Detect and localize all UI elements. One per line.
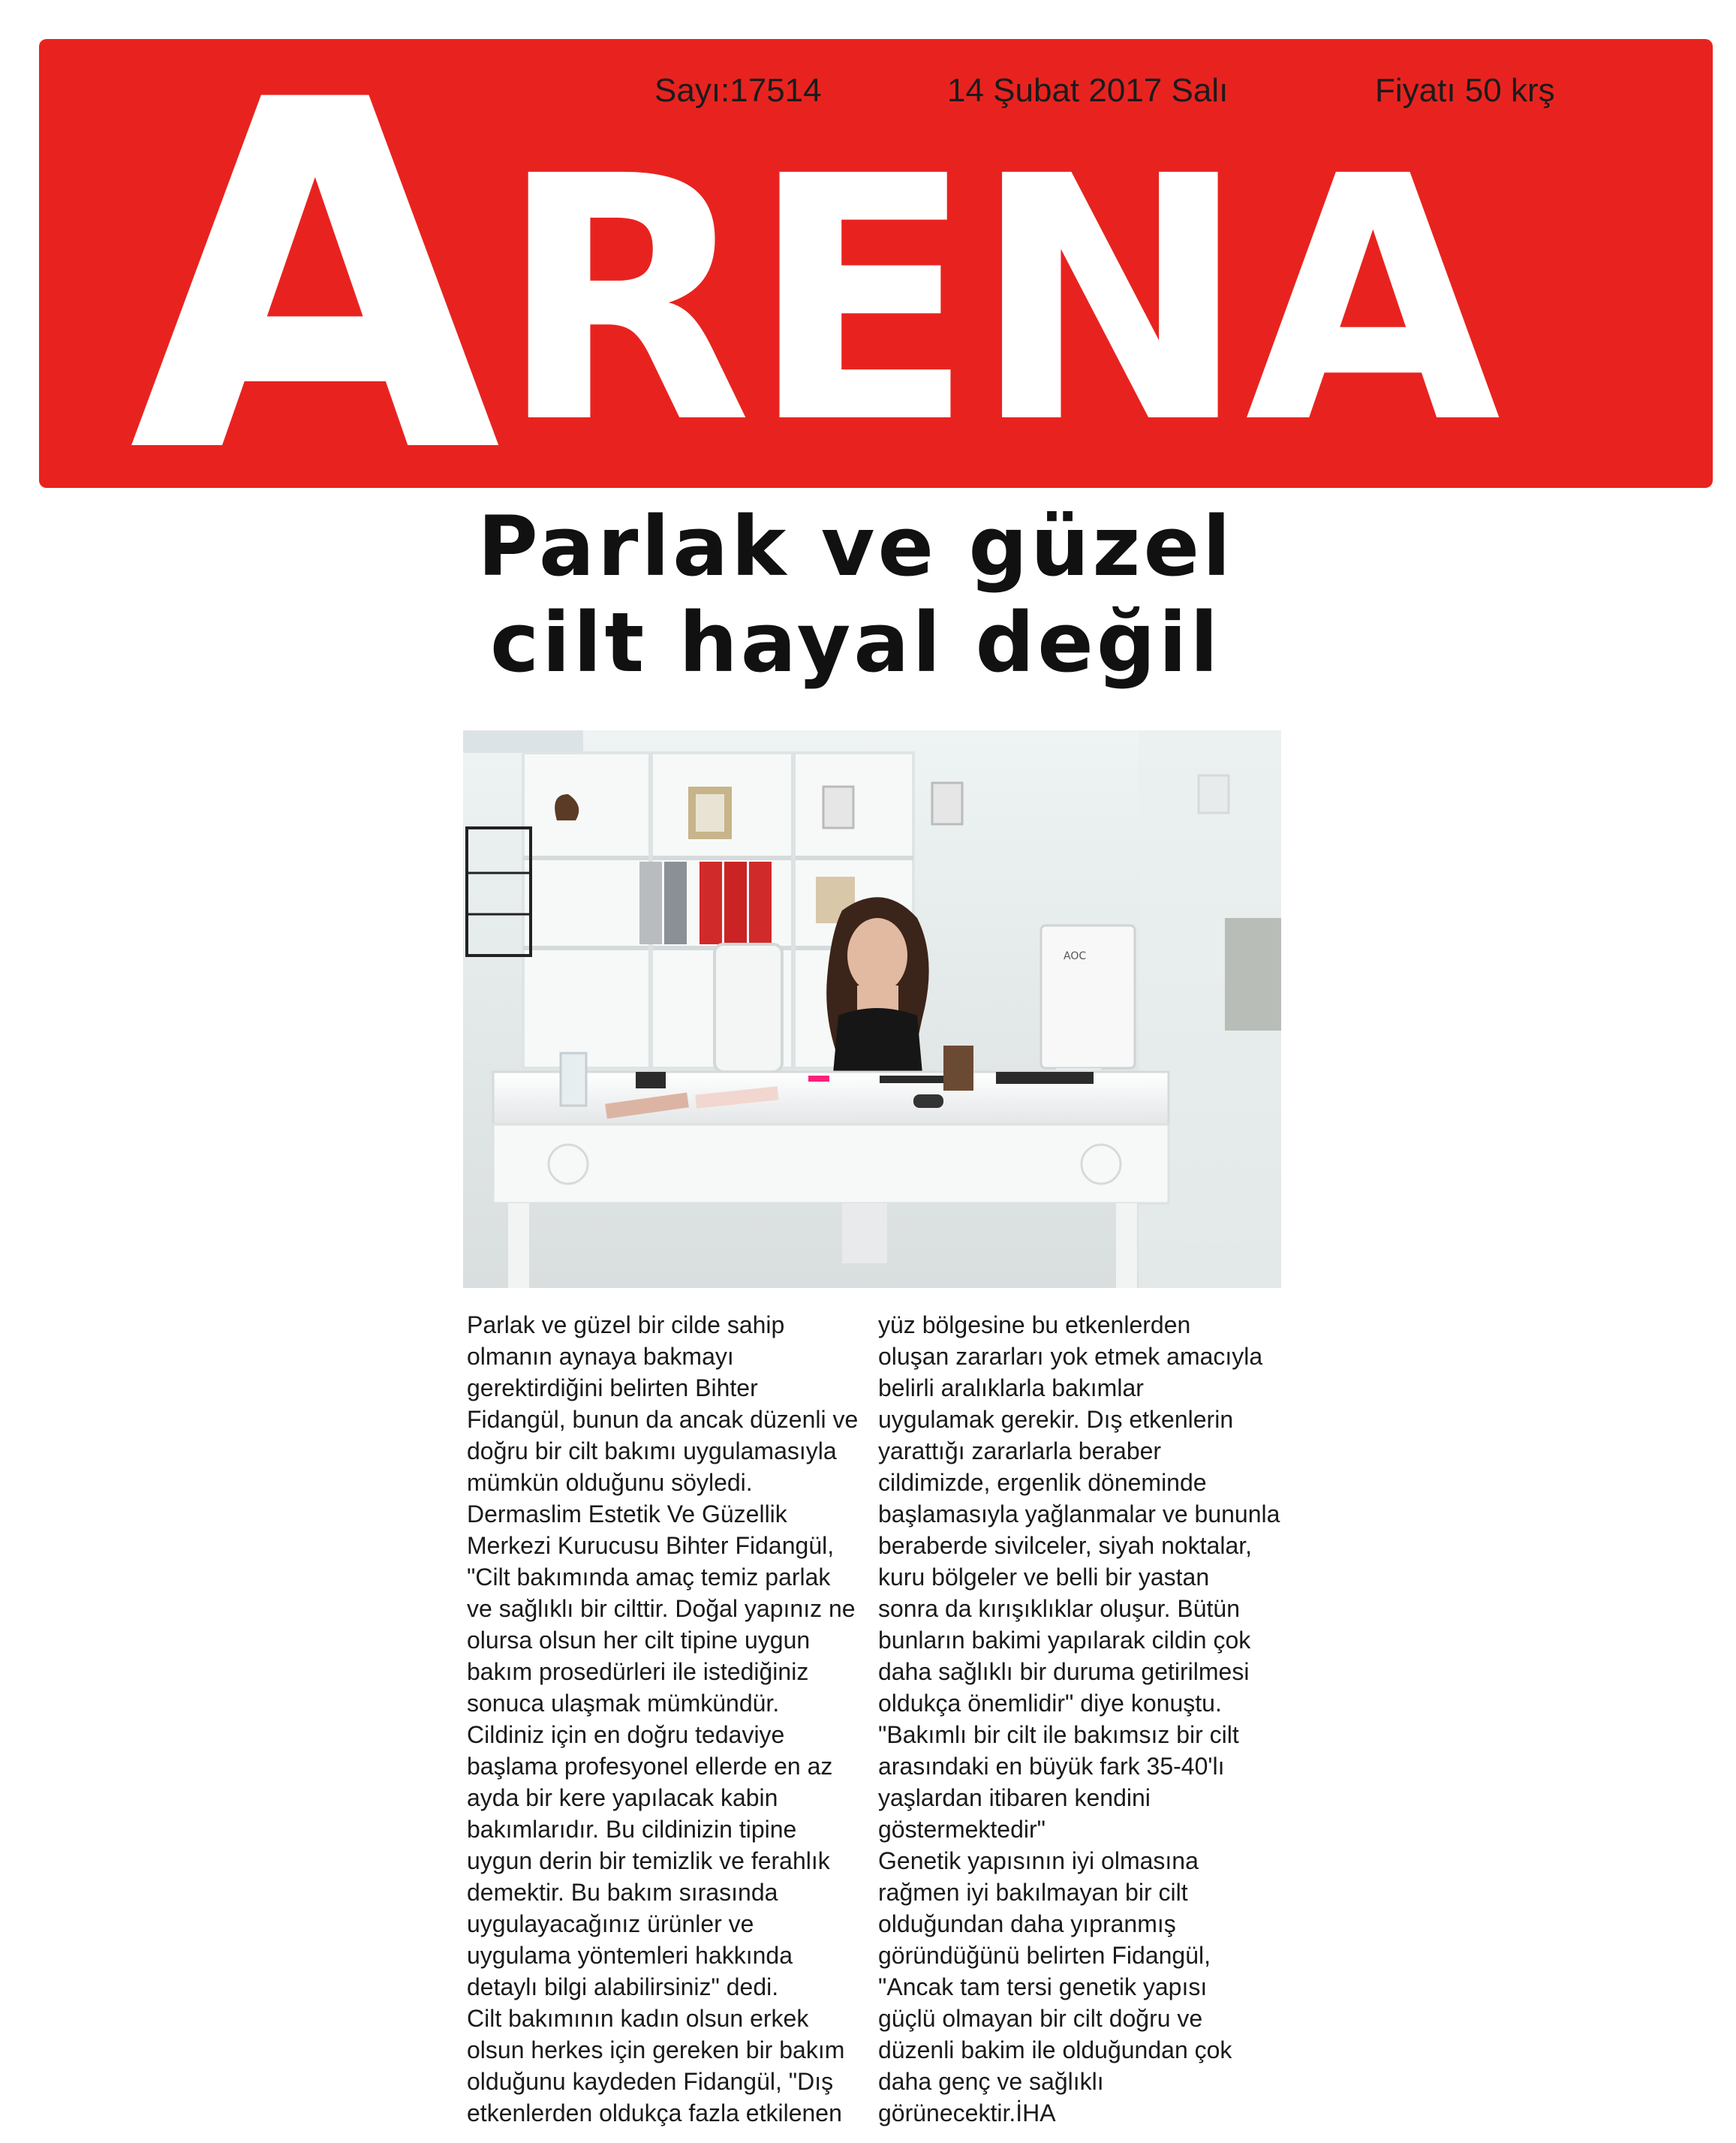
article-line: ve sağlıklı bir cilttir. Doğal yapınız ne — [467, 1595, 856, 1622]
article-line: bakımlarıdır. Bu cildinizin tipine — [467, 1816, 797, 1843]
article-line: Parlak ve güzel bir cilde sahip — [467, 1311, 785, 1338]
article-line: düzenli bakim ile olduğundan çok — [878, 2036, 1232, 2063]
article-photo — [463, 730, 1281, 1288]
article-line: doğru bir cilt bakımı uygulamasıyla — [467, 1437, 837, 1464]
article-line: uygulama yöntemleri hakkında — [467, 1942, 793, 1969]
article-line: oluşan zararları yok etmek amacıyla — [878, 1343, 1263, 1370]
article-line: gerektirdiğini belirten Bihter — [467, 1374, 758, 1401]
article-line: cildimizde, ergenlik döneminde — [878, 1469, 1207, 1496]
article-line: yaşlardan itibaren kendini — [878, 1784, 1151, 1811]
article-line: "Cilt bakımında amaç temiz parlak — [467, 1564, 831, 1591]
article-line: ayda bir kere yapılacak kabin — [467, 1784, 778, 1811]
article-line: sonuca ulaşmak mümkündür. — [467, 1690, 780, 1717]
article-line: bunların bakimi yapılarak cildin çok — [878, 1627, 1251, 1654]
article-line: rağmen iyi bakılmayan bir cilt — [878, 1879, 1188, 1906]
logo-initial: A — [129, 39, 498, 488]
article-line: olmanın aynaya bakmayı — [467, 1343, 734, 1370]
article-line: olursa olsun her cilt tipine uygun — [467, 1627, 811, 1654]
article-line: mümkün olduğunu söyledi. — [467, 1469, 753, 1496]
office-photo-illustration — [463, 730, 1281, 1288]
article-line: bakım prosedürleri ile istediğiniz — [467, 1658, 809, 1685]
article-line: yarattığı zararlarla beraber — [878, 1437, 1162, 1464]
article-line: arasındaki en büyük fark 35-40'lı — [878, 1753, 1225, 1780]
article-line: daha sağlıklı bir duruma getirilmesi — [878, 1658, 1250, 1685]
article-line: görünecektir.İHA — [878, 2099, 1056, 2126]
article-line: beraberde sivilceler, siyah noktalar, — [878, 1532, 1253, 1559]
article-line: belirli aralıklarla bakımlar — [878, 1374, 1144, 1401]
masthead — [39, 39, 1713, 488]
article-line: başlama profesyonel ellerde en az — [467, 1753, 833, 1780]
article-line: daha genç ve sağlıklı — [878, 2068, 1104, 2095]
article-line: olsun herkes için gereken bir bakım — [467, 2036, 845, 2063]
article-line: güçlü olmayan bir cilt doğru ve — [878, 2005, 1203, 2032]
article-line: başlamasıyla yağlanmalar ve bununla — [878, 1500, 1280, 1527]
article-headline — [405, 498, 1306, 691]
article-line: oldukça önemlidir" diye konuştu. — [878, 1690, 1222, 1717]
article-line: olduğunu kaydeden Fidangül, "Dış — [467, 2068, 834, 2095]
article-column-2 — [878, 1309, 1283, 2129]
issue-number: Sayı:17514 — [654, 72, 822, 109]
article-line: Cilt bakımının kadın olsun erkek — [467, 2005, 809, 2032]
issue-date: 14 Şubat 2017 Salı — [947, 72, 1229, 109]
article-line: detaylı bilgi alabilirsiniz" dedi. — [467, 1973, 779, 2000]
article-line: Cildiniz için en doğru tedaviye — [467, 1721, 785, 1748]
headline-line-2: cilt hayal değil — [489, 594, 1222, 691]
article-line: Genetik yapısının iyi olmasına — [878, 1847, 1199, 1874]
monitor-brand: AOC — [1064, 950, 1087, 962]
article-line: uygulamak gerekir. Dış etkenlerin — [878, 1406, 1234, 1433]
article-line: göründüğünü belirten Fidangül, — [878, 1942, 1211, 1969]
article-line: etkenlerden oldukça fazla etkilenen — [467, 2099, 842, 2126]
article-line: "Ancak tam tersi genetik yapısı — [878, 1973, 1208, 2000]
article-line: Fidangül, bunun da ancak düzenli ve — [467, 1406, 859, 1433]
article-line: sonra da kırışıklıklar oluşur. Bütün — [878, 1595, 1240, 1622]
article-line: göstermektedir" — [878, 1816, 1046, 1843]
article-line: olduğundan daha yıpranmış — [878, 1910, 1176, 1937]
logo-rest: RENA — [498, 104, 1498, 488]
article-line: "Bakımlı bir cilt ile bakımsız bir cilt — [878, 1721, 1239, 1748]
article-line: yüz bölgesine bu etkenlerden — [878, 1311, 1191, 1338]
article-line: demektir. Bu bakım sırasında — [467, 1879, 778, 1906]
headline-line-1: Parlak ve güzel — [477, 498, 1234, 594]
article-column-1 — [467, 1309, 872, 2129]
article-line: Dermaslim Estetik Ve Güzellik — [467, 1500, 787, 1527]
article-line: uygulayacağınız ürünler ve — [467, 1910, 754, 1937]
issue-price: Fiyatı 50 krş — [1375, 72, 1555, 109]
article-line: uygun derin bir temizlik ve ferahlık — [467, 1847, 830, 1874]
article-line: Merkezi Kurucusu Bihter Fidangül, — [467, 1532, 835, 1559]
article-line: kuru bölgeler ve belli bir yastan — [878, 1564, 1210, 1591]
